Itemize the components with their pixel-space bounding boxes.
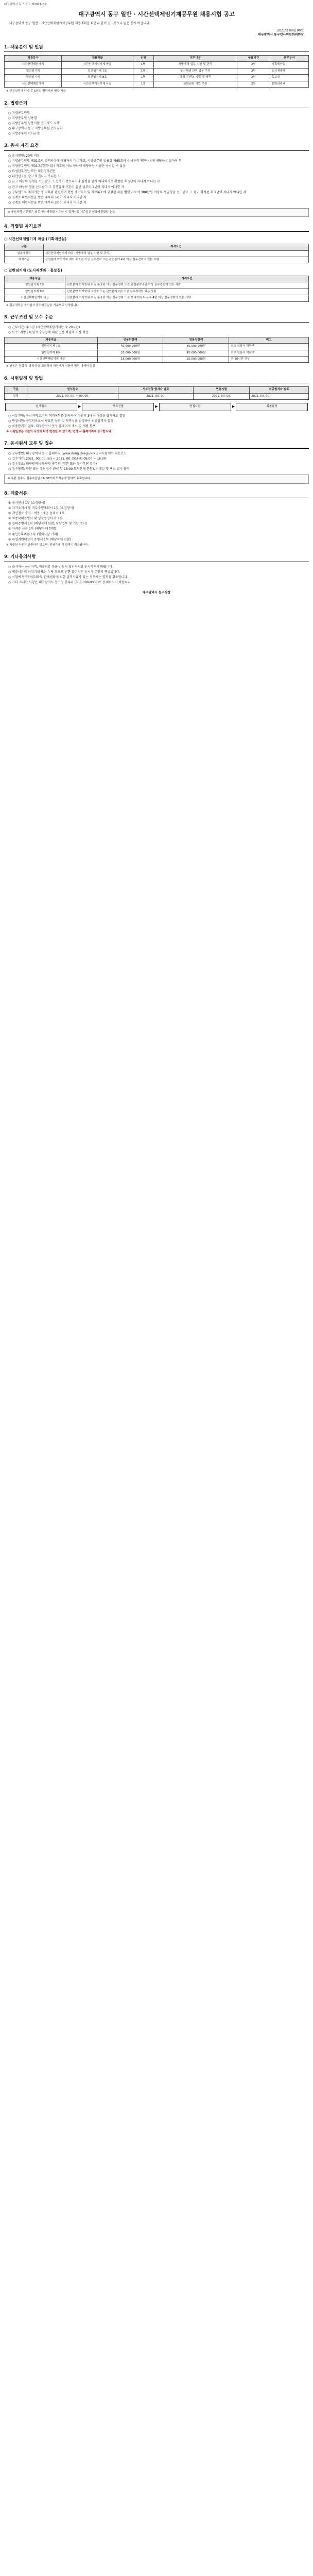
table-cell: 일반임기제 8호 xyxy=(5,289,65,295)
table-cell: 2021. 00. 00. xyxy=(118,393,194,399)
table-header-cell: 연봉하한액 xyxy=(97,337,163,343)
list-item: ○ 지방공무원 인사규정 xyxy=(8,132,40,136)
table-header-cell: 원서접수 xyxy=(27,387,118,393)
list-item: ○ 지방공무원 임용시험 공고제도 시행 xyxy=(8,122,60,126)
list-item: ○ 지방공무원법 제31조(결격사유) 각호의 어느 하나에 해당하는 사람은 응시할 수 없음 xyxy=(8,164,126,168)
salary-table xyxy=(4,337,309,363)
table-header-cell: 채용직급 xyxy=(5,337,98,343)
list-item: ○ 피성년후견인 또는 피한정후견인 xyxy=(8,170,56,174)
section-heading: 9. 기타유의사항 xyxy=(4,554,309,562)
law-list xyxy=(4,111,309,136)
table-header-cell: 채용직급 xyxy=(5,276,65,282)
table-row xyxy=(5,289,309,295)
process-step: 면접시험 xyxy=(159,403,231,411)
table-cell: 최초 임용시 하한액 xyxy=(229,344,309,350)
section-heading: 5. 근무조건 및 보수 수준 xyxy=(4,315,309,322)
table-cell: 2년 xyxy=(237,81,270,87)
list-item: ○ 기타 자세한 사항은 대구광역시 동구청 총무과 (053-000-0000)로 문의하시기 바랍니다. xyxy=(8,580,132,584)
table-cell: 관련분야 학사학위 소지자 또는 관련분야 2년 이상 실무경력이 있는 사람 xyxy=(65,289,309,295)
table-header-cell: 구분 xyxy=(5,244,44,250)
list-item: ○ 서류전형: 응시자격 요건의 적격여부를 심사하여 정원의 3배수 이상을 합격자로 결정 xyxy=(8,414,126,418)
table-header-cell: 최종합격자 발표 xyxy=(250,387,309,393)
list-item: ⑧ 취업지원대상자 증명서 1부 (해당자에 한함) xyxy=(8,537,71,541)
list-item: ○ 제출서류의 허위기재 또는 누락 등으로 인한 불이익은 응시자 본인의 책임입니다. xyxy=(8,570,120,574)
document-page xyxy=(4,0,309,605)
process-step: 최종합격 xyxy=(236,403,308,411)
list-item: ○ 금고 이상의 실형을 선고받고 그 집행이 종료되거나 집행을 받지 아니하기로 확정된 후 5년이 지나지 아니한 자 xyxy=(8,180,160,184)
table-cell: 일반임기제 8호 xyxy=(5,350,98,356)
exam-method-list xyxy=(4,414,309,429)
table-cell: 도시재생 관련 업무 추진 xyxy=(153,68,237,74)
table-cell: 문화관광과 xyxy=(270,81,308,87)
table-row xyxy=(5,62,309,68)
list-item: ○ 접수장소: 대구광역시 동구청 총무과 (방문 또는 등기우편 접수) xyxy=(8,462,97,466)
table-header-cell: 직무내용 xyxy=(153,56,237,62)
section-note: ※ 실무경력은 응시원서 접수마감일을 기준으로 산정합니다. xyxy=(6,303,80,307)
list-item: ⑤ 경력증명서 1부 (해당자에 한함, 담당업무 및 기간 명시) xyxy=(8,522,87,526)
list-item: ○ 공무원으로 재직기간 중 직무와 관련하여 형법 제355조 및 제356조에 규정된 죄를 범한 자로서 300만원 이상의 벌금형을 선고받고 그 형이 확정된 후 2년이 지나지 아니한 자 xyxy=(8,190,247,194)
schedule-table xyxy=(4,386,309,400)
requirement-table-2 xyxy=(4,276,309,302)
list-item: ○ 보수: 지방공무원 보수규정에 의한 연봉 하한액 이상 적용 xyxy=(8,330,89,334)
table-cell: 45,000,000원 xyxy=(163,350,229,356)
table-cell: 지방재정 업무 지원 및 관리 xyxy=(153,62,237,68)
table-cell: 40,000,000원 xyxy=(97,344,163,350)
table-header-cell: 자격요건 xyxy=(65,276,309,282)
section-heading: 8. 제출서류 xyxy=(4,491,309,498)
table-cell: 시간선택제임기제 마급 xyxy=(62,62,133,68)
list-item: ○ 금고 이상의 형을 선고받고 그 집행유예 기간이 끝난 날부터 2년이 지나지 아니한 자 xyxy=(8,185,125,189)
table-header-cell: 자격요건 xyxy=(43,244,308,250)
table-cell: 관련분야 학사학위 취득 후 1년 이상 실무경력 또는 관련분야 4년 이상 실무경력이 있는 사람 xyxy=(43,257,308,263)
list-item: ○ 지방공무원법 xyxy=(8,111,30,115)
section-heading: 2. 법령근거 xyxy=(4,101,309,108)
table-cell: 관련분야 학사학위 취득 후 2년 이상 실무경력 또는 관련분야 6년 이상 실무경력이 있는 사람 xyxy=(65,282,309,289)
list-item: ○ 접수기간: 2021. 00. 00.(월) ~ 2021. 00. 00.(금) 09:00 ~ 18:00 xyxy=(8,456,106,461)
list-item: ○ 징계로 해임처분을 받은 때부터 3년이 지나지 아니한 자 xyxy=(8,200,86,205)
list-item: ④ 최종학력증명서 및 성적증명서 각 1부 xyxy=(8,517,63,521)
list-item: ① 응시원서 1부 (소정양식) xyxy=(8,501,45,505)
documents-list xyxy=(4,501,309,542)
list-item: ○ 교부방법: 대구광역시 동구 홈페이지 (www.dong.daegu.kr) 공지사항에서 다운로드 xyxy=(8,451,127,455)
table-cell: 2년 xyxy=(237,62,270,68)
table-cell: 홍보실 xyxy=(270,75,308,81)
list-item: ○ 파산선고를 받고 복권되지 아니한 자 xyxy=(8,175,61,179)
table-cell: 25,000,000원 xyxy=(163,356,229,362)
list-item: ○ 최종합격자 발표: 대구광역시 동구 홈페이지 게시 및 개별 통보 xyxy=(8,424,96,428)
table-cell: 주 20시간 근무 xyxy=(229,356,309,362)
notice-number: 대구광역시 동구 공고 제2021-0호 xyxy=(4,3,47,6)
table-header-cell: 인원 xyxy=(133,56,154,62)
list-item: ○ 응시자는 응시자격, 제출서류 등을 반드시 확인하시고 응시하시기 바랍니다. xyxy=(8,565,113,569)
table-cell: 관련분야 석사학위 취득 후 2년 이상 실무경력 또는 학사학위 취득 후 4년 이상 실무경력이 있는 사람 xyxy=(65,295,309,301)
table-cell: 문화관광 사업 추진 xyxy=(153,81,237,87)
qualification-note: ※ 응시자격 기준일은 최종시험 예정일 기준이며, 결격사유 기준일은 임용예정일입니다. xyxy=(4,208,309,217)
table-cell: 50,000,000원 xyxy=(163,344,229,350)
process-step: 서류전형 xyxy=(82,403,154,411)
page-title: 대구광역시 동구 일반 · 시간선택제임기제공무원 채용시험 공고 xyxy=(78,11,235,18)
table-cell: 2년 xyxy=(237,75,270,81)
list-item: ○ 대구광역시 동구 지방공무원 인사규칙 xyxy=(8,127,63,131)
table-cell: 시간선택제임기제 xyxy=(5,62,62,68)
table-cell: 일정 xyxy=(5,393,27,399)
table-cell: 일반임기제 7호 xyxy=(5,282,65,289)
process-flow xyxy=(4,403,309,411)
process-step: 원서접수 xyxy=(5,403,77,411)
table-row xyxy=(5,393,309,399)
section-heading: 7. 응시원서 교부 및 접수 xyxy=(4,441,309,448)
qualification-list xyxy=(4,154,309,205)
issuing-org: 대구광역시 동구인사위원회위원장 xyxy=(257,33,304,37)
section-note: ※ 제출된 서류는 반환하지 않으며, 허위기재 시 합격이 취소됩니다. xyxy=(6,543,89,547)
list-item: ⑦ 주민등록초본 1부 (병역사항 기재) xyxy=(8,532,58,536)
caution-list xyxy=(4,565,309,585)
table-cell: 시간선택제임기제 마급 (지방재정 업무 지원 및 관리) xyxy=(43,250,308,257)
table-cell: 시간선택제임기제 나급 xyxy=(5,295,65,301)
table-cell: 1명 xyxy=(133,75,154,81)
list-item: ○ 접수방법: 방문 또는 우편접수 (마감일 18:00 도착분에 한함), 이메일 및 팩스 접수 불가 xyxy=(8,467,130,471)
table-header-cell: 근무부서 xyxy=(270,56,308,62)
application-list xyxy=(4,452,309,471)
section-heading: 3. 응시 자격 요건 xyxy=(4,143,309,150)
table-cell: 일반임기제 8호 xyxy=(62,75,133,81)
list-item: ⑥ 자격증 사본 1부 (해당자에 한함) xyxy=(8,527,56,531)
application-note: ※ 우편 접수시 접수마감일 18:00까지 도착분에 한하여 유효합니다. xyxy=(4,474,309,483)
table-cell: 자격기준 xyxy=(5,257,44,263)
table-cell: 2021. 00. 00. ~ 00. 00. xyxy=(27,393,118,399)
table-header-cell: 연봉상한액 xyxy=(163,337,229,343)
table-header-cell: 비고 xyxy=(229,337,309,343)
table-row xyxy=(5,356,309,362)
table-header-cell: 면접시험 xyxy=(194,387,250,393)
table-header-cell: 서류전형 합격자 발표 xyxy=(118,387,194,393)
subsection-heading: ○ 일반임기제 (도시재생과 · 홍보실) xyxy=(4,268,62,273)
list-item: ② 자기소개서 및 직무수행계획서 1부 (소정양식) xyxy=(8,506,74,511)
intro-text: 대구광역시 동구 일반 · 시간선택제임기제공무원 채용계획을 다음과 같이 공고하오니 많은 응시 바랍니다. xyxy=(9,22,151,26)
table-cell: 1명 xyxy=(133,68,154,74)
table-row xyxy=(5,344,309,350)
table-cell: 35,000,000원 xyxy=(97,350,163,356)
section-note: ※ 근무실적에 따라 총 5년의 범위에서 연장 가능 xyxy=(6,90,66,93)
list-item: ○ 지방공무원 임용령 xyxy=(8,116,37,121)
section-note: ※ 연봉은 경력 및 학위 등을 고려하여 하한액과 상한액 범위 내에서 결정 xyxy=(6,365,95,368)
table-row xyxy=(5,350,309,356)
section-heading: 4. 직렬별 자격요건 xyxy=(4,224,309,231)
table-row xyxy=(5,250,309,257)
list-item: ③ 개인정보 수집 · 이용 · 제공 동의서 1부 xyxy=(8,512,65,516)
list-item: ○ 지방공무원법 제31조의 결격사유에 해당하지 아니하고, 지방공무원 임용령 제65조의 응시자격 제한사유에 해당하지 않아야 함 xyxy=(8,159,182,163)
table-row xyxy=(5,282,309,289)
arrow-right-icon: ▶ xyxy=(155,404,158,409)
requirement-table-1 xyxy=(4,244,309,263)
table-row xyxy=(5,68,309,74)
table-cell: 18,000,000원 xyxy=(97,356,163,362)
schedule-alert: ※ 시험일정은 기관의 사정에 따라 변경될 수 있으며, 변경 시 홈페이지에 공고합니다. xyxy=(6,430,112,433)
work-condition-list xyxy=(4,326,309,335)
subsection-heading: ○ 시간선택제임기제 마급 (기획예산실) xyxy=(4,236,67,241)
table-cell: 시간선택제임기제 마급 xyxy=(5,356,98,362)
list-item: ○ 징계로 파면처분을 받은 때부터 5년이 지나지 아니한 자 xyxy=(8,195,86,199)
table-cell: 최초 임용시 하한액 xyxy=(229,350,309,356)
table-header-cell: 채용분야 xyxy=(5,56,62,62)
notice-date: 2021년 00월 00일 xyxy=(277,29,304,33)
footer-signature: 대구광역시 동구청장 xyxy=(142,590,171,595)
table-cell: 2021. 00. 00. xyxy=(250,393,309,399)
table-cell: 기획예산실 xyxy=(270,62,308,68)
arrow-right-icon: ▶ xyxy=(78,404,81,409)
table-cell: 홍보 콘텐츠 기획 및 제작 xyxy=(153,75,237,81)
section-heading: 6. 시험일정 및 방법 xyxy=(4,376,309,383)
list-item: ○ 근무시간: 주 5일 (시간선택제임기제는 주 20시간) xyxy=(8,325,80,329)
table-cell: 일반임기제 7호 xyxy=(62,68,133,74)
table-row xyxy=(5,257,309,263)
table-header-cell: 임용기간 xyxy=(237,56,270,62)
table-row xyxy=(5,75,309,81)
table-cell: 1명 xyxy=(133,62,154,68)
table-cell: 일반임기제 7호 xyxy=(5,344,98,350)
table-cell: 2년 xyxy=(237,68,270,74)
list-item: ○ 응시연령: 20세 이상 xyxy=(8,154,40,158)
table-cell: 일반임기제 xyxy=(5,68,62,74)
recruitment-table xyxy=(4,55,309,88)
table-cell: 1명 xyxy=(133,81,154,87)
table-header-cell: 채용직급 xyxy=(62,56,133,62)
table-row xyxy=(5,81,309,87)
table-cell: 임용예정직 xyxy=(5,250,44,257)
table-cell: 도시재생과 xyxy=(270,68,308,74)
list-item: ○ 면접시험: 공무원으로서 필요한 능력 및 적격성을 검정하여 최종합격자 결정 xyxy=(8,419,114,423)
section-heading: 1. 채용분야 및 인원 xyxy=(4,45,309,52)
table-cell: 일반임기제 xyxy=(5,75,62,81)
table-cell: 시간선택제임기제 나급 xyxy=(62,81,133,87)
list-item: ○ 시험에 합격하였더라도 관계법령에 의한 결격사유가 있는 경우에는 합격을 취소합니다. xyxy=(8,575,128,579)
table-row xyxy=(5,295,309,301)
arrow-right-icon: ▶ xyxy=(232,404,235,409)
table-cell: 2021. 00. 00. xyxy=(194,393,250,399)
table-cell: 시간선택제임기제 xyxy=(5,81,62,87)
table-header-cell: 구분 xyxy=(5,387,27,393)
